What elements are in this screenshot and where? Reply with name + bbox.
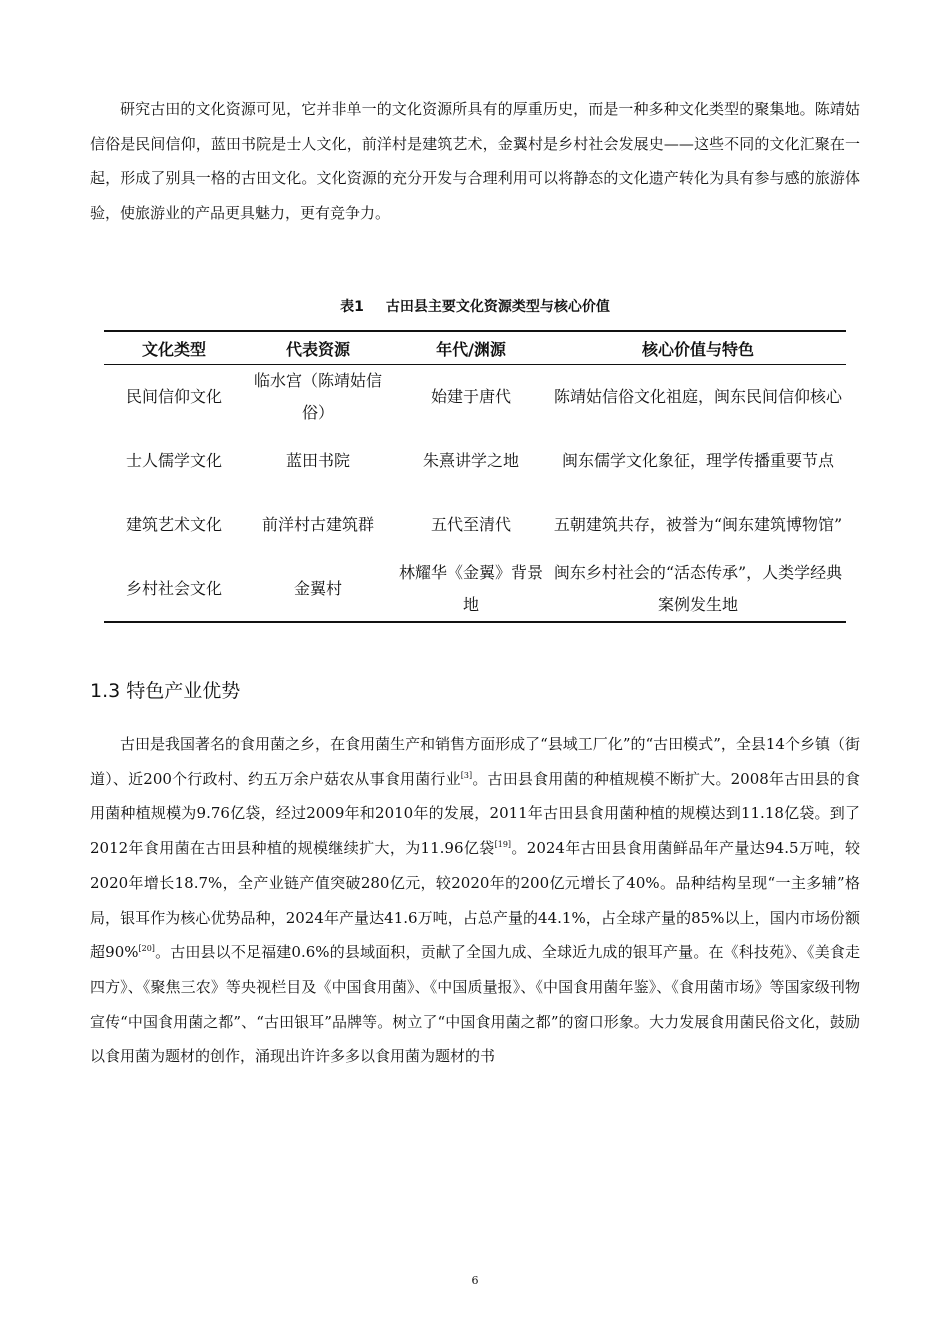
table-cell: 五代至清代 (430, 515, 511, 534)
table-cell: 始建于唐代 (430, 387, 511, 406)
table-cell: 朱熹讲学之地 (422, 451, 519, 470)
paragraph-text: 古田是我国著名的食用菌之乡，在食用菌生产和销售方面形成了“县域工厂化”的“古田模式”，全县14个乡镇（街道）、近200个行政村、约五万余户菇农从事食用菌行业 (90, 735, 860, 788)
paragraph-text: 。古田县以不足福建0.6%的县域面积，贡献了全国九成、全球近九成的银耳产量。在《科技苑》、《美食走四方》、《聚焦三农》等央视栏目及《中国食用菌》、《中国质量报》、《中国食用菌年鉴》、《食用菌市场》等国家级刊物宣传“中国食用菌之都”、“古田银耳”品牌等。树立了“中国食用菌之都”的窗口形象。大力发展食用菌民俗文化，鼓励以食用菌为题材的创作，涌现出许许多多以食用菌为题材的书 (90, 943, 860, 1066)
culture-resources-table (104, 330, 846, 623)
table-caption-title: 古田县主要文化资源类型与核心价值 (385, 299, 610, 315)
table-row (104, 365, 846, 430)
table-row (104, 493, 846, 557)
table-cell: 临水宫（陈靖姑信俗） (253, 371, 382, 422)
table-cell: 士人儒学文化 (125, 451, 222, 470)
citation-ref: [19] (494, 840, 512, 850)
table-cell: 建筑艺术文化 (125, 515, 222, 534)
table-cell: 乡村社会文化 (125, 579, 222, 598)
citation-ref: [3] (460, 770, 473, 780)
table-cell: 前洋村古建筑群 (261, 515, 374, 534)
table-row (104, 429, 846, 493)
table-header-cell: 代表资源 (285, 339, 350, 359)
paragraph-text: 。古田县食用菌的种植规模不断扩大。2008年古田县的食用菌种植规模为9.76亿袋，经过2009年和2010年的发展，2011年古田县食用菌种植的规模达到11.18亿袋。到了2012年食用菌在古田县种植的规模继续扩大，为11.96亿袋 (90, 769, 860, 858)
table-cell: 闽东儒学文化象征，理学传播重要节点 (561, 451, 834, 470)
table-cell: 金翼村 (293, 579, 342, 598)
table-caption-number: 表1 (340, 299, 364, 315)
table-cell: 陈靖姑信俗文化祖庭，闽东民间信仰核心 (553, 387, 842, 406)
table-cell: 蓝田书院 (285, 451, 350, 470)
table-caption (0, 296, 950, 316)
industry-paragraph (90, 727, 860, 1074)
table-header-cell: 文化类型 (141, 339, 206, 359)
table-header-cell: 年代/渊源 (436, 339, 506, 359)
table-cell: 五朝建筑共存，被誉为“闽东建筑博物馆” (553, 515, 843, 534)
page-number: 6 (471, 1274, 479, 1287)
table-cell: 林耀华《金翼》背景地 (398, 563, 543, 614)
table-header-row (104, 331, 846, 365)
intro-paragraph: 研究古田的文化资源可见，它并非单一的文化资源所具有的厚重历史，而是一种多种文化类型的聚集地。陈靖姑信俗是民间信仰，蓝田书院是士人文化，前洋村是建筑艺术，金翼村是乡村社会发展史——这些不同的文化汇聚在一起，形成了别具一格的古田文化。文化资源的充分开发与合理利用可以将静态的文化遗产转化为具有参与感的旅游体验，使旅游业的产品更具魅力，更有竞争力。 (90, 100, 860, 223)
table-header-cell: 核心价值与特色 (641, 339, 754, 359)
table-row (104, 557, 846, 622)
citation-ref: [20] (138, 944, 155, 954)
table-cell: 民间信仰文化 (125, 387, 222, 406)
paragraph-text: 。2024年古田县食用菌鲜品年产量达94.5万吨，较2020年增长18.7%，全产业链产值突破280亿元，较2020年的200亿元增长了40%。品种结构呈现“一主多辅”格局，银耳作为核心优势品种，2024年产量达41.6万吨，占总产量的44.1%，占全球产量的85%以上，国内市场份额超90% (90, 839, 860, 962)
section-heading: 1.3 特色产业优势 (90, 680, 241, 702)
table-cell: 闽东乡村社会的“活态传承”，人类学经典案例发生地 (553, 563, 843, 614)
